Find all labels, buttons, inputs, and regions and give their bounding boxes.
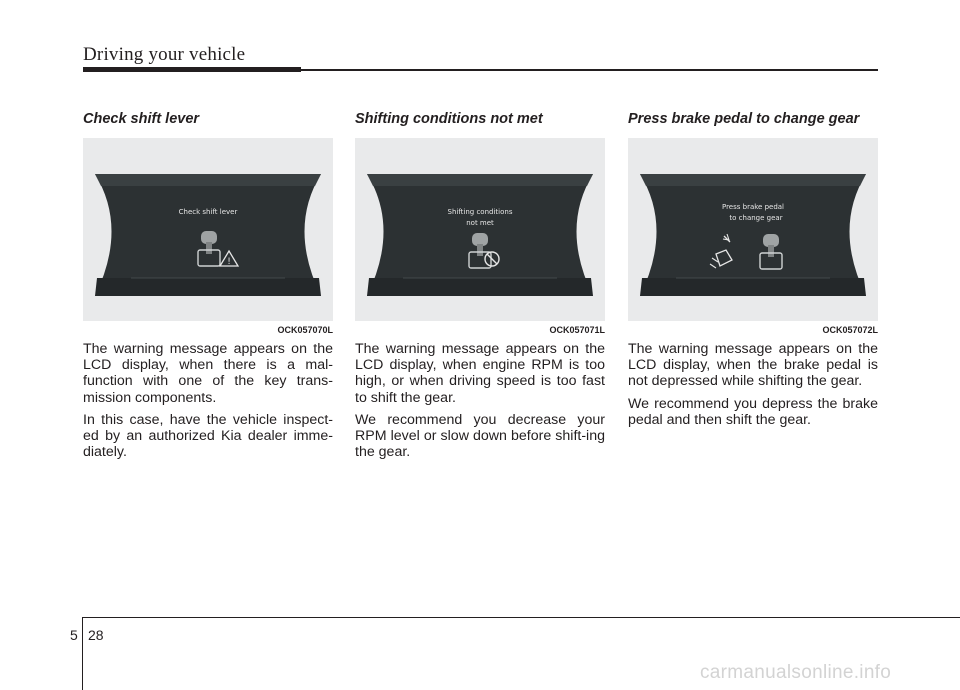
page-header-title: Driving your vehicle — [83, 44, 246, 65]
chapter-number: 5 — [70, 627, 78, 643]
figure-code: OCK057070L — [277, 325, 333, 335]
section-title: Check shift lever — [83, 111, 200, 127]
paragraph: The warning message appears on the LCD display, when the brake pedal is not depressed while shifting the gear. — [628, 341, 878, 390]
page-number: 28 — [88, 627, 104, 643]
footer-divider — [82, 617, 83, 690]
lcd-display-figure — [355, 138, 605, 321]
lcd-display-figure — [628, 138, 878, 321]
display-message-line-2: to change gear — [729, 214, 783, 222]
watermark: carmanualsonline.info — [700, 662, 892, 683]
paragraph: In this case, have the vehicle inspect-ed by an authorized Kia dealer imme-diately. — [83, 411, 333, 461]
section-check-shift-lever — [83, 110, 333, 466]
header-rule-thin — [301, 69, 878, 71]
lcd-display-figure — [83, 138, 333, 321]
display-message-line-2: not met — [466, 219, 494, 227]
display-message-line-1: Shifting conditions — [447, 208, 513, 216]
footer-rule — [82, 617, 960, 618]
header-rule-thick — [83, 67, 301, 72]
section-title: Shifting conditions not met — [355, 111, 543, 127]
svg-text:!: ! — [227, 257, 231, 267]
paragraph: We recommend you decrease your RPM level or slow down before shift-ing the gear. — [355, 411, 605, 461]
section-title: Press brake pedal to change gear — [628, 111, 860, 127]
section-press-brake-pedal — [628, 110, 878, 434]
figure-code: OCK057071L — [549, 325, 605, 335]
paragraph: The warning message appears on the LCD display, when engine RPM is too high, or when driving speed is too fast to shift the gear. — [355, 341, 605, 406]
paragraph: The warning message appears on the LCD display, when there is a mal-function with one of the key trans-mission components. — [83, 341, 333, 406]
section-shifting-conditions-not-met — [355, 110, 605, 466]
paragraph: We recommend you depress the brake pedal and then shift the gear. — [628, 395, 878, 428]
display-message: Check shift lever — [178, 208, 238, 216]
figure-code: OCK057072L — [822, 325, 878, 335]
display-message-line-1: Press brake pedal — [721, 203, 785, 211]
